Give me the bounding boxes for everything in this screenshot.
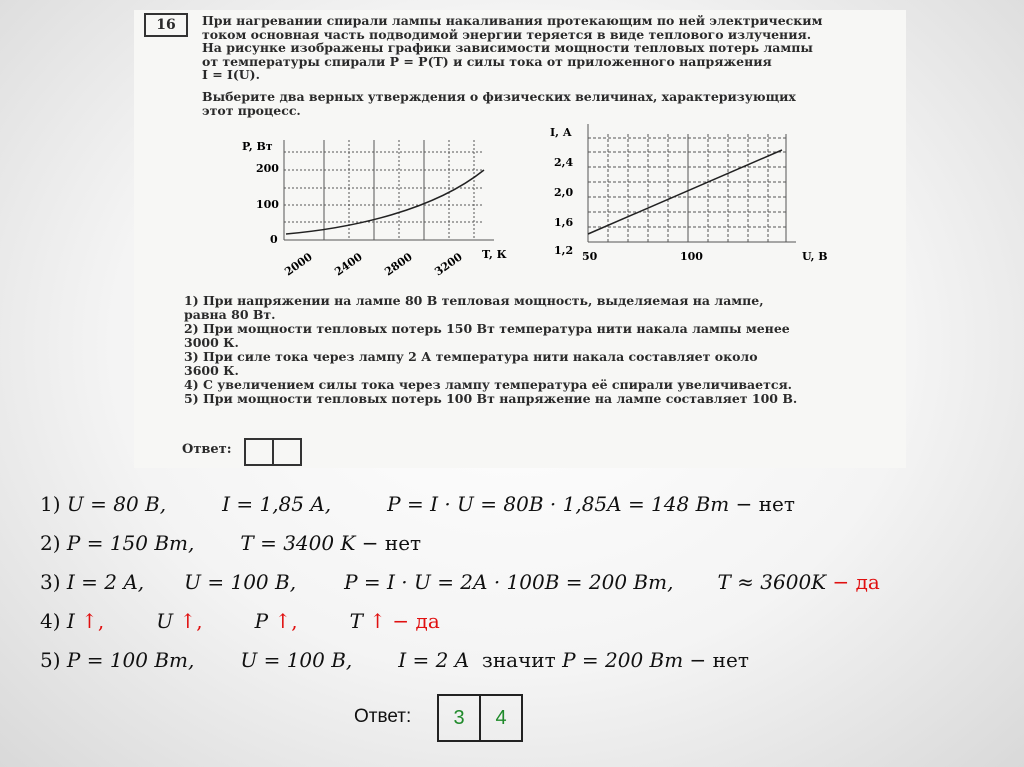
option-line: 3000 К. — [184, 335, 239, 350]
chart2-x-label: U, В — [802, 250, 828, 263]
option-line: 5) При мощности тепловых потерь 100 Вт напряжение на лампе составляет 100 В. — [184, 391, 798, 406]
chart1-x-tick: 2000 — [282, 250, 315, 279]
option-line: 3) При силе тока через лампу 2 А температура нити накала составляет около — [184, 349, 758, 364]
chart2-y-tick: 2,4 — [554, 156, 574, 169]
chart1-x-tick: 2400 — [332, 250, 365, 279]
chart2-y-tick: 1,6 — [554, 216, 574, 229]
option-line: 4) С увеличением силы тока через лампу температура её спирали увеличивается. — [184, 377, 793, 392]
chart2-x-tick: 50 — [582, 250, 598, 263]
task-text-line: На рисунке изображены графики зависимости мощности тепловых потерь лампы — [202, 40, 813, 55]
task-text — [202, 14, 892, 82]
task-instruction — [202, 90, 892, 117]
chart1-x-tick: 2800 — [382, 250, 415, 279]
solution-line-3: 3) I = 2 A, U = 100 B, P = I · U = 2A · 100B = 200 Вт, T ≈ 3600K − да — [40, 570, 880, 594]
answer-table — [437, 694, 523, 742]
option-line: 3600 К. — [184, 363, 239, 378]
power-temperature-graph — [234, 130, 534, 290]
current-voltage-graph — [546, 114, 846, 264]
scan-answer-box — [272, 438, 302, 466]
task-text-line: I = I(U). — [202, 67, 260, 82]
chart1-x-tick: 3200 — [432, 250, 465, 279]
option-line: 2) При мощности тепловых потерь 150 Вт температура нити накала лампы менее — [184, 321, 790, 336]
chart1-x-label: T, К — [482, 248, 507, 261]
solution-line-2: 2) P = 150 Вт, T = 3400 K − нет — [40, 531, 422, 555]
task-text-line: от температуры спирали P = P(T) и силы тока от приложенного напряжения — [202, 53, 772, 69]
scan-answer-box — [244, 438, 274, 466]
option-line: равна 80 Вт. — [184, 307, 276, 322]
chart2-y-tick: 1,2 — [554, 244, 574, 257]
solution-line-1: 1) U = 80 B, I = 1,85 A, P = I · U = 80B · 1,85A = 148 Вт − нет — [40, 492, 795, 516]
chart2-y-tick: 2,0 — [554, 186, 574, 199]
task-text-line: током основная часть подводимой энергии теряется в виде теплового излучения. — [202, 26, 812, 42]
instruction-line: этот процесс. — [202, 102, 301, 118]
task-text-line: При нагревании спирали лампы накаливания протекающим по ней электрическим — [202, 13, 823, 28]
answer-options — [184, 294, 894, 406]
option-line: 1) При напряжении на лампе 80 В тепловая мощность, выделяемая на лампе, — [184, 293, 764, 308]
chart2-y-label: I, А — [550, 126, 572, 139]
chart1-y-tick: 100 — [256, 198, 279, 211]
solution-line-4: 4) I ↑, U ↑, P ↑, T ↑ − да — [40, 609, 440, 633]
chart2-x-tick: 100 — [680, 250, 703, 263]
chart1-y-label: P, Вт — [242, 140, 273, 153]
answer-cell-1: 3 — [438, 695, 480, 741]
task-number: 16 — [144, 13, 188, 37]
chart1-y-tick: 0 — [270, 233, 278, 246]
answer-cell-2: 4 — [480, 695, 522, 741]
task-scan-image — [134, 10, 906, 468]
solution-line-5: 5) P = 100 Вт, U = 100 B, I = 2 A значит P = 200 Вт − нет — [40, 648, 749, 672]
scan-answer-label: Ответ: — [182, 442, 232, 457]
instruction-line: Выберите два верных утверждения о физических величинах, характеризующих — [202, 89, 796, 104]
answer-label: Ответ: — [354, 706, 412, 727]
chart1-y-tick: 200 — [256, 162, 279, 175]
